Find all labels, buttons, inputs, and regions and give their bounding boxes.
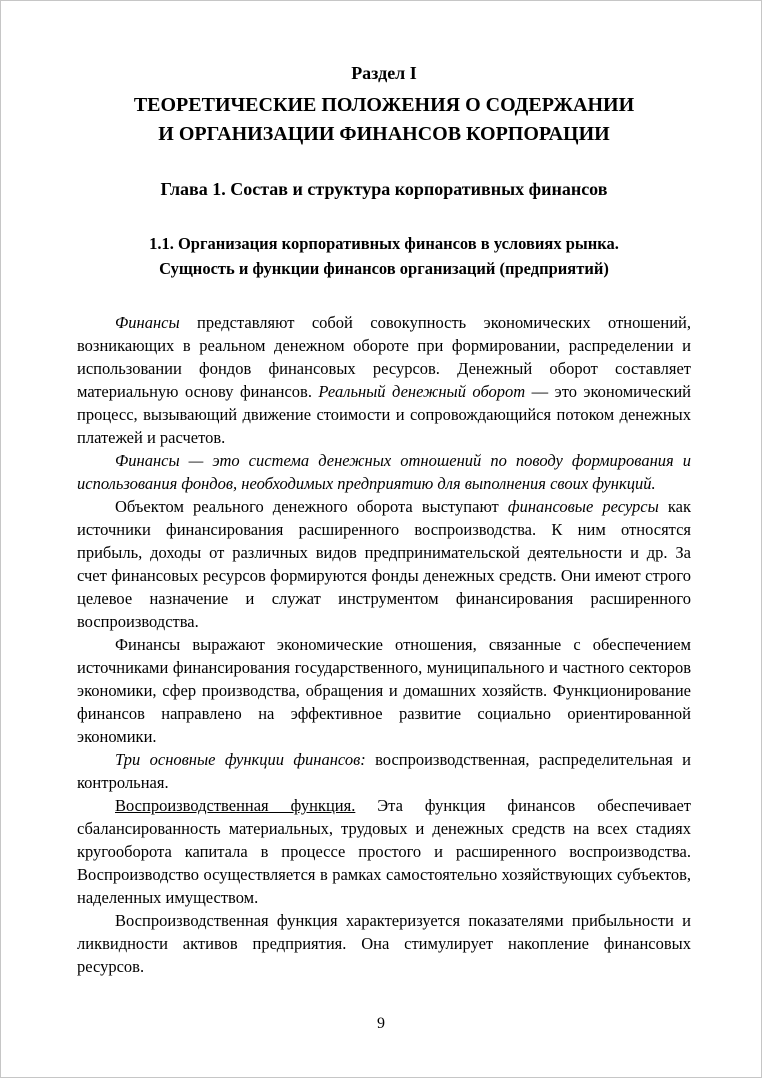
text-run: Объектом реального денежного оборота выступают (115, 497, 508, 516)
paragraph (77, 449, 691, 495)
subsection-title-line1: 1.1. Организация корпоративных финансов в условиях рынка. (149, 234, 619, 253)
text-run: Реальный денежный оборот (318, 382, 526, 401)
section-title-line1: ТЕОРЕТИЧЕСКИЕ ПОЛОЖЕНИЯ О СОДЕРЖАНИИ (133, 94, 635, 116)
subsection-title-line2: Сущность и функции финансов организаций (предприятий) (159, 259, 609, 278)
text-run: Три основные функции финансов: (115, 750, 366, 769)
paragraph (77, 748, 691, 794)
paragraph (77, 495, 691, 633)
section-title-line2: И ОРГАНИЗАЦИИ ФИНАНСОВ КОРПОРАЦИИ (158, 123, 610, 145)
text-run: Эта функция финансов обеспечивает сбалансированность материальных, трудовых и денежных средств на всех стадиях кругооборота капитала в процессе простого и расширенного воспроизводства. Воспроизводство осуществляется в рамках самостоятельно хозяйствующих субъектов, наделенных имуществом. (77, 796, 691, 907)
text-run: Воспроизводственная функция. (115, 796, 356, 815)
text-run: Финансы — это система денежных отношений по поводу формирования и использования фондов, необходимых предприятию для выполнения своих функций. (77, 451, 691, 493)
chapter-title: Глава 1. Состав и структура корпоративных финансов (160, 179, 608, 199)
section-title (77, 91, 691, 149)
text-run: финансовые ресурсы (507, 497, 659, 516)
text-run: Финансы выражают экономические отношения, связанные с обеспечением источниками финансирования государственного, муниципального и частного секторов экономики, сфер производства, обращения и домашних хозяйств. Функционирование финансов направлено на эффективное развитие социально ориентированной экономики. (77, 635, 691, 746)
text-run: Воспроизводственная функция характеризуется показателями прибыльности и ликвидности активов предприятия. Она стимулирует накопление финансовых ресурсов. (77, 911, 691, 976)
page-content (77, 61, 691, 978)
paragraph (77, 794, 691, 909)
text-run: воспроизводственная, распределительная и контрольная. (77, 750, 691, 792)
paragraph-container (77, 311, 691, 978)
text-run: как источники финансирования расширенного воспроизводства. К ним относятся прибыль, доходы от различных видов предпринимательской деятельности и др. За счет финансовых ресурсов формируются фонды денежных средств. Они имеют строго целевое назначение и служат инструментом финансирования расширенного воспроизводства. (77, 497, 691, 631)
paragraph (77, 909, 691, 978)
page-number: 9 (377, 1015, 385, 1032)
text-run: — это экономический процесс, вызывающий движение стоимости и сопровождающийся потоком денежных платежей и расчетов. (77, 382, 692, 447)
text-run: представляют собой совокупность экономических отношений, возникающих в реальном денежном обороте при формировании, распределении и использовании фондов финансовых ресурсов. Денежный оборот составляет материальную основу финансов. (77, 313, 691, 401)
paragraph (77, 311, 691, 449)
text-run: Финансы (115, 313, 180, 332)
paragraph (77, 633, 691, 748)
section-label: Раздел I (351, 63, 417, 83)
subsection-title (77, 231, 691, 281)
